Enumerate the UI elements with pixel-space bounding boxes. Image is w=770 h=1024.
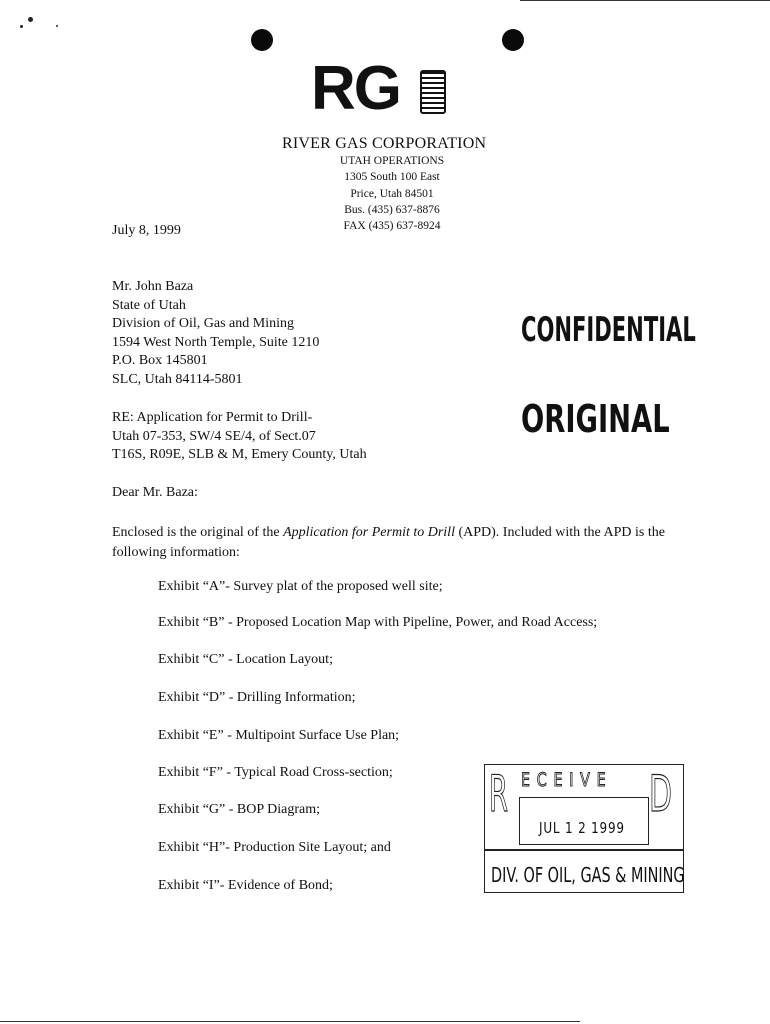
company-logo: [311, 54, 400, 123]
letter-date: July 8, 1999: [112, 223, 181, 238]
received-stamp-d: D: [649, 765, 673, 823]
logo-mark-icon: [420, 70, 446, 114]
exhibit-item: Exhibit “G” - BOP Diagram;: [158, 802, 321, 817]
company-address: [322, 153, 462, 234]
scan-speck: [28, 17, 33, 22]
punch-hole-left: [251, 29, 273, 51]
intro-italic: Application for Permit to Drill: [283, 525, 455, 540]
exhibit-item: Exhibit “I”- Evidence of Bond;: [158, 878, 333, 893]
confidential-stamp: CONFIDENTIAL: [521, 310, 696, 350]
address-line: 1305 South 100 East: [344, 171, 440, 184]
exhibit-item: Exhibit “D” - Drilling Information;: [158, 690, 356, 705]
re-line: T16S, R09E, SLB & M, Emery County, Utah: [112, 447, 367, 462]
address-line: Bus. (435) 637-8876: [344, 203, 440, 216]
received-stamp: [484, 764, 684, 893]
re-block: [112, 409, 367, 465]
address-line: FAX (435) 637-8924: [343, 220, 441, 233]
received-stamp-letters: ECEIVE: [521, 769, 613, 791]
intro-text-end: (APD). Included with the APD is the following information:: [112, 525, 665, 560]
scan-speck: [20, 25, 23, 28]
recipient-line: Division of Oil, Gas and Mining: [112, 316, 294, 331]
logo-text: RG: [311, 54, 400, 123]
received-stamp-r: R: [489, 765, 509, 823]
salutation: Dear Mr. Baza:: [112, 485, 198, 500]
received-divider: [485, 849, 683, 851]
exhibit-item: Exhibit “B” - Proposed Location Map with Pipeline, Power, and Road Access;: [158, 615, 598, 630]
received-date: JUL 1 2 1999: [539, 819, 625, 837]
exhibit-item: Exhibit “F” - Typical Road Cross-section;: [158, 765, 393, 780]
received-division: DIV. OF OIL, GAS & MINING: [491, 863, 685, 887]
scan-edge-top: [520, 0, 770, 1]
recipient-block: [112, 278, 319, 389]
recipient-line: SLC, Utah 84114-5801: [112, 371, 243, 387]
re-line: Utah 07-353, SW/4 SE/4, of Sect.07: [112, 428, 316, 444]
address-line: UTAH OPERATIONS: [339, 155, 445, 167]
recipient-line: State of Utah: [112, 297, 186, 313]
address-line: Price, Utah 84501: [350, 187, 434, 200]
scan-edge-bottom: [0, 1021, 580, 1022]
exhibit-item: Exhibit “A”- Survey plat of the proposed well site;: [158, 579, 443, 594]
recipient-line: Mr. John Baza: [112, 279, 194, 294]
exhibit-item: Exhibit “E” - Multipoint Surface Use Plan;: [158, 728, 400, 743]
intro-paragraph: [112, 523, 672, 563]
original-stamp: ORIGINAL: [521, 397, 670, 441]
recipient-line: 1594 West North Temple, Suite 1210: [112, 334, 320, 350]
scan-speck: [56, 25, 58, 27]
company-name: RIVER GAS CORPORATION: [282, 135, 487, 152]
re-line: RE: Application for Permit to Drill-: [112, 410, 313, 425]
recipient-line: P.O. Box 145801: [112, 353, 208, 368]
punch-hole-right: [502, 29, 524, 51]
exhibit-item: Exhibit “C” - Location Layout;: [158, 652, 333, 667]
exhibit-item: Exhibit “H”- Production Site Layout; and: [158, 840, 391, 855]
intro-text: Enclosed is the original of the: [112, 525, 284, 540]
